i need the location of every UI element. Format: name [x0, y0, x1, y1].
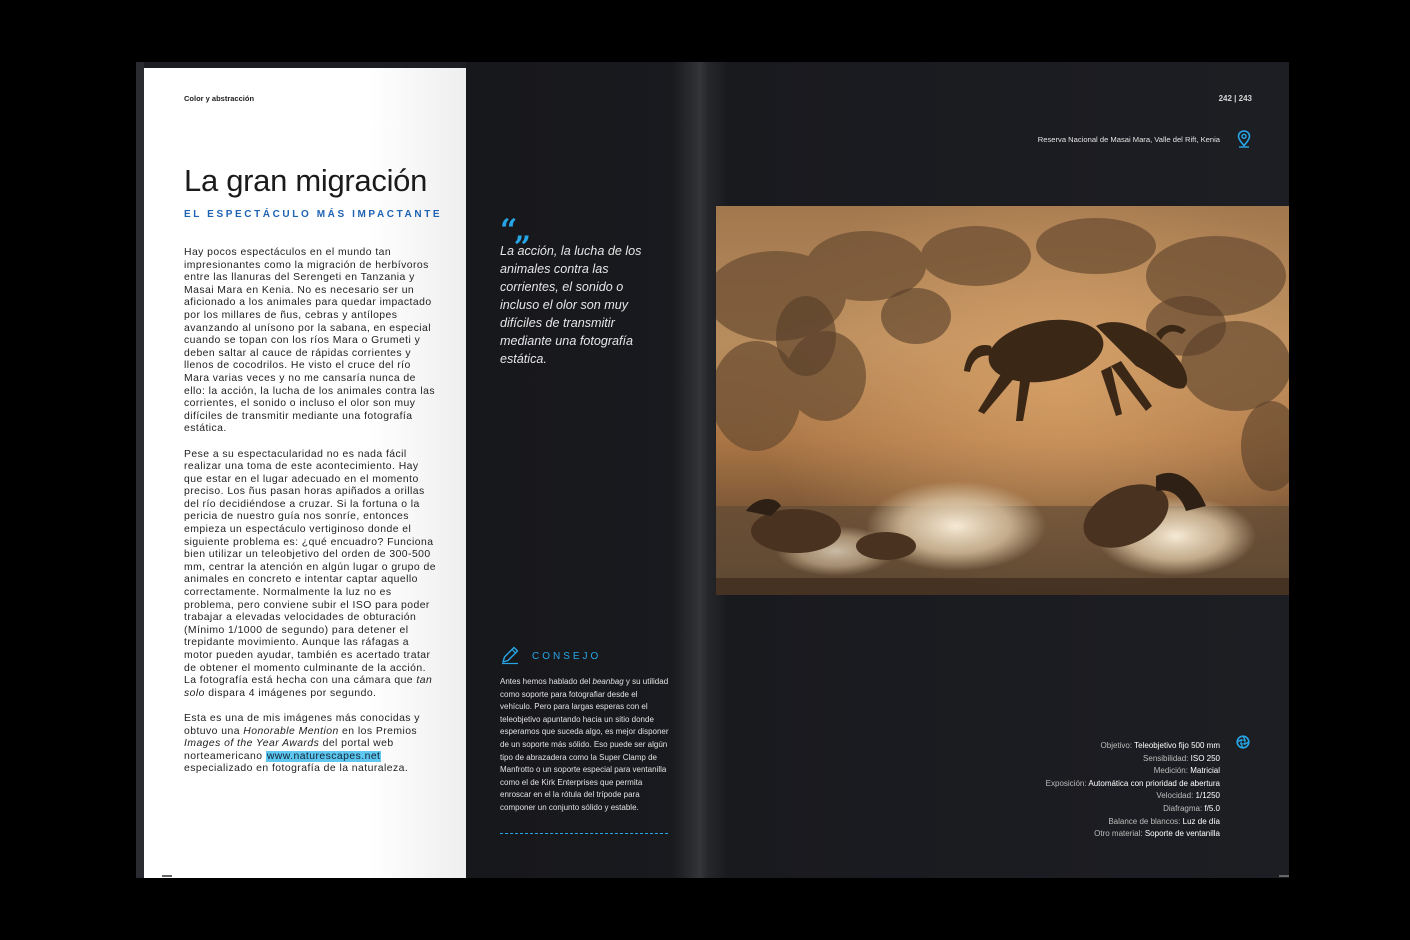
- pencil-icon: [500, 645, 520, 665]
- body-paragraph-2: [184, 449, 436, 701]
- paragraph-3-text-d: especializado en fotografía de la naturaleza.: [184, 763, 409, 775]
- spec-label: Velocidad:: [1156, 791, 1194, 801]
- paragraph-2-emphasis: tan solo: [184, 675, 433, 699]
- crop-mark: [1279, 875, 1289, 877]
- spec-value: Automática con prioridad de abertura: [1088, 778, 1220, 788]
- spec-label: Medición:: [1153, 766, 1188, 776]
- spec-value: 1/1250: [1195, 791, 1220, 801]
- camera-specs: [960, 740, 1220, 841]
- spec-value: Soporte de ventanilla: [1144, 829, 1220, 839]
- award-name: Honorable Mention: [243, 725, 339, 737]
- spec-label: Diafragma:: [1163, 803, 1203, 813]
- awards-title: Images of the Year Awards: [184, 738, 320, 750]
- tip-text-a: Antes hemos hablado del: [500, 677, 593, 686]
- spec-row: [960, 740, 1220, 753]
- spec-value: f/5.0: [1204, 803, 1220, 813]
- paragraph-2-text-end: dispara 4 imágenes por segundo.: [204, 687, 377, 699]
- tip-body: [500, 676, 670, 815]
- tip-divider: [500, 833, 668, 834]
- paragraph-2-text: Pese a su espectacularidad no es nada fácil realizar una toma de este acontecimiento. Hay que estar en el lugar adecuado en el momento preciso. Los ñus pasan horas apiñados a orillas del río decidiéndose a cruzar. Si la fortuna o la pericia de nuestro guía nos sonríe, entonces empieza un espectáculo vertiginoso donde el siguiente problema es: ¿qué encuadro? Funciona bien utilizar un teleobjetivo del orden de 300-500 mm, centrar la atención en algún lugar o grupo de animales en concreto e intentar captar aquello correctamente. Normalmente la luz no es problema, pero conviene subir el ISO para poder trabajar a elevadas velocidades de obturación (Mínimo 1/1000 de segundo) para detener el trepidante movimiento. Aunque las ráfagas a motor pueden ayudar, también es acertado tratar de obtener el momento culminante de la acción. La fotografía está hecha con una cámara que: [184, 448, 436, 687]
- spec-row: [960, 778, 1220, 791]
- paragraph-3-text: Esta es una de mis imágenes más conocidas y obtuvo una: [184, 712, 420, 737]
- spec-row: [960, 803, 1220, 816]
- spec-label: Objetivo:: [1100, 741, 1133, 750]
- spec-label: Otro material:: [1094, 829, 1143, 839]
- spec-row: [960, 828, 1220, 841]
- tip-title: CONSEJO: [532, 651, 602, 662]
- article-body: [184, 247, 436, 789]
- spec-value: Luz de día: [1182, 816, 1220, 826]
- naturescapes-link[interactable]: www.naturescapes.net: [266, 750, 381, 762]
- photo-illustration: [716, 206, 1289, 595]
- spec-label: Balance de blancos:: [1108, 816, 1181, 826]
- running-head: Color y abstracción: [184, 94, 255, 103]
- spec-row: [960, 790, 1220, 803]
- paragraph-3-text-b: en los Premios: [338, 725, 418, 737]
- map-pin-icon: [1237, 130, 1251, 148]
- body-paragraph-3: [184, 713, 436, 776]
- paragraph-3-text-c: del portal web norteamericano: [184, 738, 394, 762]
- page-numbers: 242 | 243: [1218, 94, 1252, 103]
- spec-value: Matricial: [1190, 766, 1220, 776]
- spec-label: Sensibilidad:: [1143, 753, 1189, 763]
- photo-location: Reserva Nacional de Masai Mara, Valle del Rift, Kenia: [1037, 135, 1220, 144]
- tip-text-b: y su utilidad como soporte para fotografiar desde el vehículo. Pero para largas esperas con el teleobjetivo apuntando hacia un sitio donde esperamos que suceda algo, es mejor disponer de un soporte más sólido. Eso puede ser algún tipo de abrazadera como la Super Clamp de Manfrotto o un soporte especial para ventanilla como el de Kirk Enterprises que permita enroscar en el la rótula del trípode para componer un conjunto sólido y estable.: [500, 677, 669, 812]
- pull-quote: La acción, la lucha de los animales contra las corrientes, el sonido o incluso el olor son muy difíciles de transmitir mediante una fotografía estática.: [500, 244, 642, 366]
- aperture-icon: [1236, 735, 1250, 749]
- spec-value: Teleobjetivo fijo 500 mm: [1134, 741, 1220, 750]
- quote-icon: “„: [500, 213, 529, 248]
- spec-row: [960, 753, 1220, 766]
- spec-value: ISO 250: [1190, 753, 1220, 763]
- spec-row: [960, 765, 1220, 778]
- article-title: La gran migración: [184, 163, 428, 198]
- crop-mark: [162, 875, 172, 877]
- article-subtitle: EL ESPECTÁCULO MÁS IMPACTANTE: [184, 209, 443, 220]
- spec-label: Exposición:: [1045, 778, 1087, 788]
- tip-emphasis: beanbag: [592, 677, 624, 686]
- spec-row: [960, 816, 1220, 829]
- wildebeest-crossing-photo: [716, 206, 1289, 595]
- left-page-edge: [136, 62, 144, 878]
- body-paragraph-1: Hay pocos espectáculos en el mundo tan impresionantes como la migración de herbívoros entre las llanuras del Serengeti en Tanzania y Masai Mara en Kenia. No es necesario ser un aficionado a los animales para quedar impactado por los millares de ñus, cebras y antílopes avanzando al unísono por la sabana, en especial cuando se topan con los ríos Mara o Grumeti y deben saltar al cauce de rápidas corrientes y llenos de cocodrilos. He visto el cruce del río Mara varias veces y no me cansaría nunca de ello: la acción, la lucha de los animales contra las corrientes, el sonido o incluso el olor son muy difíciles de transmitir mediante una fotografía estática.: [184, 247, 435, 435]
